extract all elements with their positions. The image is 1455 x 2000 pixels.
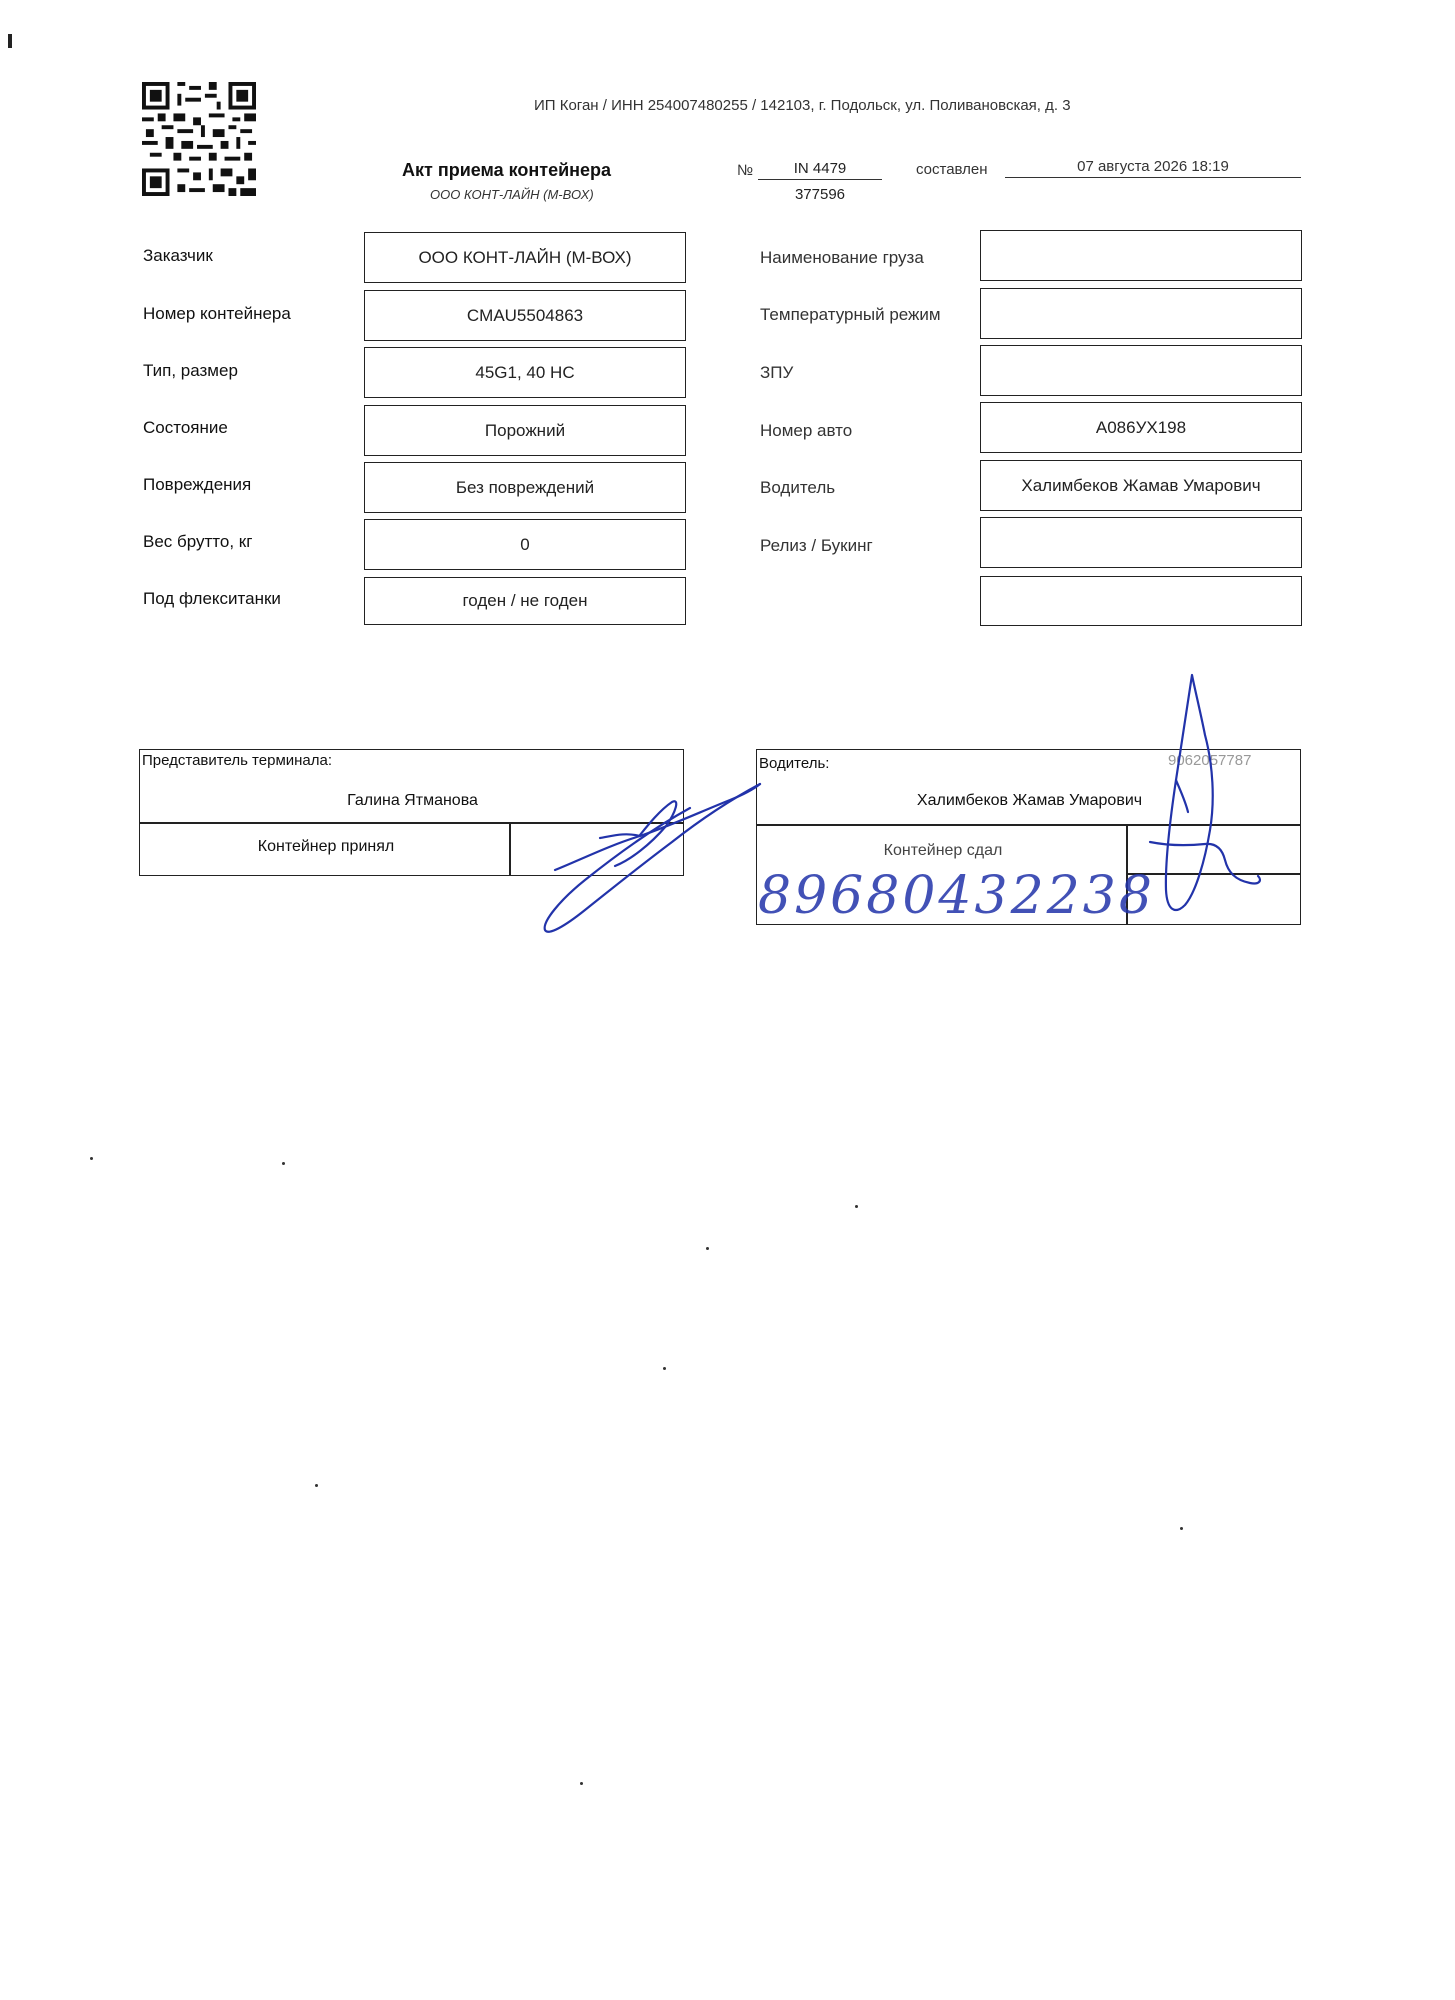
field-value-container-number: CMAU5504863	[364, 290, 686, 341]
composed-label: составлен	[916, 161, 988, 178]
field-label-container-number: Номер контейнера	[143, 304, 291, 323]
page-corner-mark	[8, 34, 12, 48]
field-label-driver: Водитель	[760, 478, 836, 497]
field-label-type-size: Тип, размер	[143, 361, 238, 380]
terminal-accepted-cell	[139, 822, 511, 876]
terminal-signature-cell	[509, 822, 684, 876]
field-label-customer: Заказчик	[143, 246, 213, 265]
handwritten-phone: 89680432238	[758, 866, 1155, 926]
field-value-condition: Порожний	[364, 405, 686, 456]
field-label-seal: ЗПУ	[760, 363, 794, 382]
field-label-cargo-name: Наименование груза	[760, 248, 924, 267]
field-value-customer: ООО КОНТ-ЛАЙН (М-ВОХ)	[364, 232, 686, 283]
field-label-damage: Повреждения	[143, 475, 252, 494]
field-label-release-booking: Релиз / Букинг	[760, 536, 873, 555]
field-value-damage: Без повреждений	[364, 462, 686, 513]
composed-date: 07 августа 2026 18:19	[1005, 158, 1301, 178]
field-label-flexitank: Под флекситанки	[143, 589, 281, 608]
terminal-rep-title: Представитель терминала:	[142, 752, 333, 769]
terminal-rep-box	[139, 749, 684, 824]
document-subnumber: 377596	[794, 186, 846, 203]
driver-title: Водитель:	[759, 755, 830, 772]
terminal-accepted-label: Контейнер принял	[257, 838, 395, 855]
field-value-gross-weight: 0	[364, 519, 686, 570]
field-value-type-size: 45G1, 40 HC	[364, 347, 686, 398]
field-label-condition: Состояние	[143, 418, 228, 437]
document-title: Акт приема контейнера	[402, 160, 612, 180]
field-value-seal	[980, 345, 1302, 396]
field-value-vehicle-number: А086УХ198	[980, 402, 1302, 453]
field-value-driver: Халимбеков Жамав Умарович	[980, 460, 1302, 511]
organization-line: ИП Коган / ИНН 254007480255 / 142103, г. Подольск, ул. Поливановская, д. 3	[534, 97, 1071, 114]
driver-phone: 9062057787	[1168, 752, 1252, 769]
driver-handed-label: Контейнер сдал	[883, 842, 1003, 859]
document-number: IN 4479	[758, 160, 882, 180]
field-value-temperature	[980, 288, 1302, 339]
number-sign: №	[737, 162, 754, 179]
field-value-extra	[980, 576, 1302, 626]
field-label-gross-weight: Вес брутто, кг	[143, 532, 253, 551]
document-subtitle: ООО КОНТ-ЛАЙН (М-ВОХ)	[430, 187, 594, 202]
field-label-temperature: Температурный режим	[760, 305, 941, 324]
field-value-flexitank: годен / не годен	[364, 577, 686, 625]
field-value-cargo-name	[980, 230, 1302, 281]
driver-name: Халимбеков Жамав Умарович	[916, 792, 1143, 809]
field-value-release-booking	[980, 517, 1302, 568]
terminal-rep-name: Галина Ятманова	[347, 792, 478, 809]
qr-code-icon	[140, 82, 258, 196]
field-label-vehicle-number: Номер авто	[760, 421, 853, 440]
